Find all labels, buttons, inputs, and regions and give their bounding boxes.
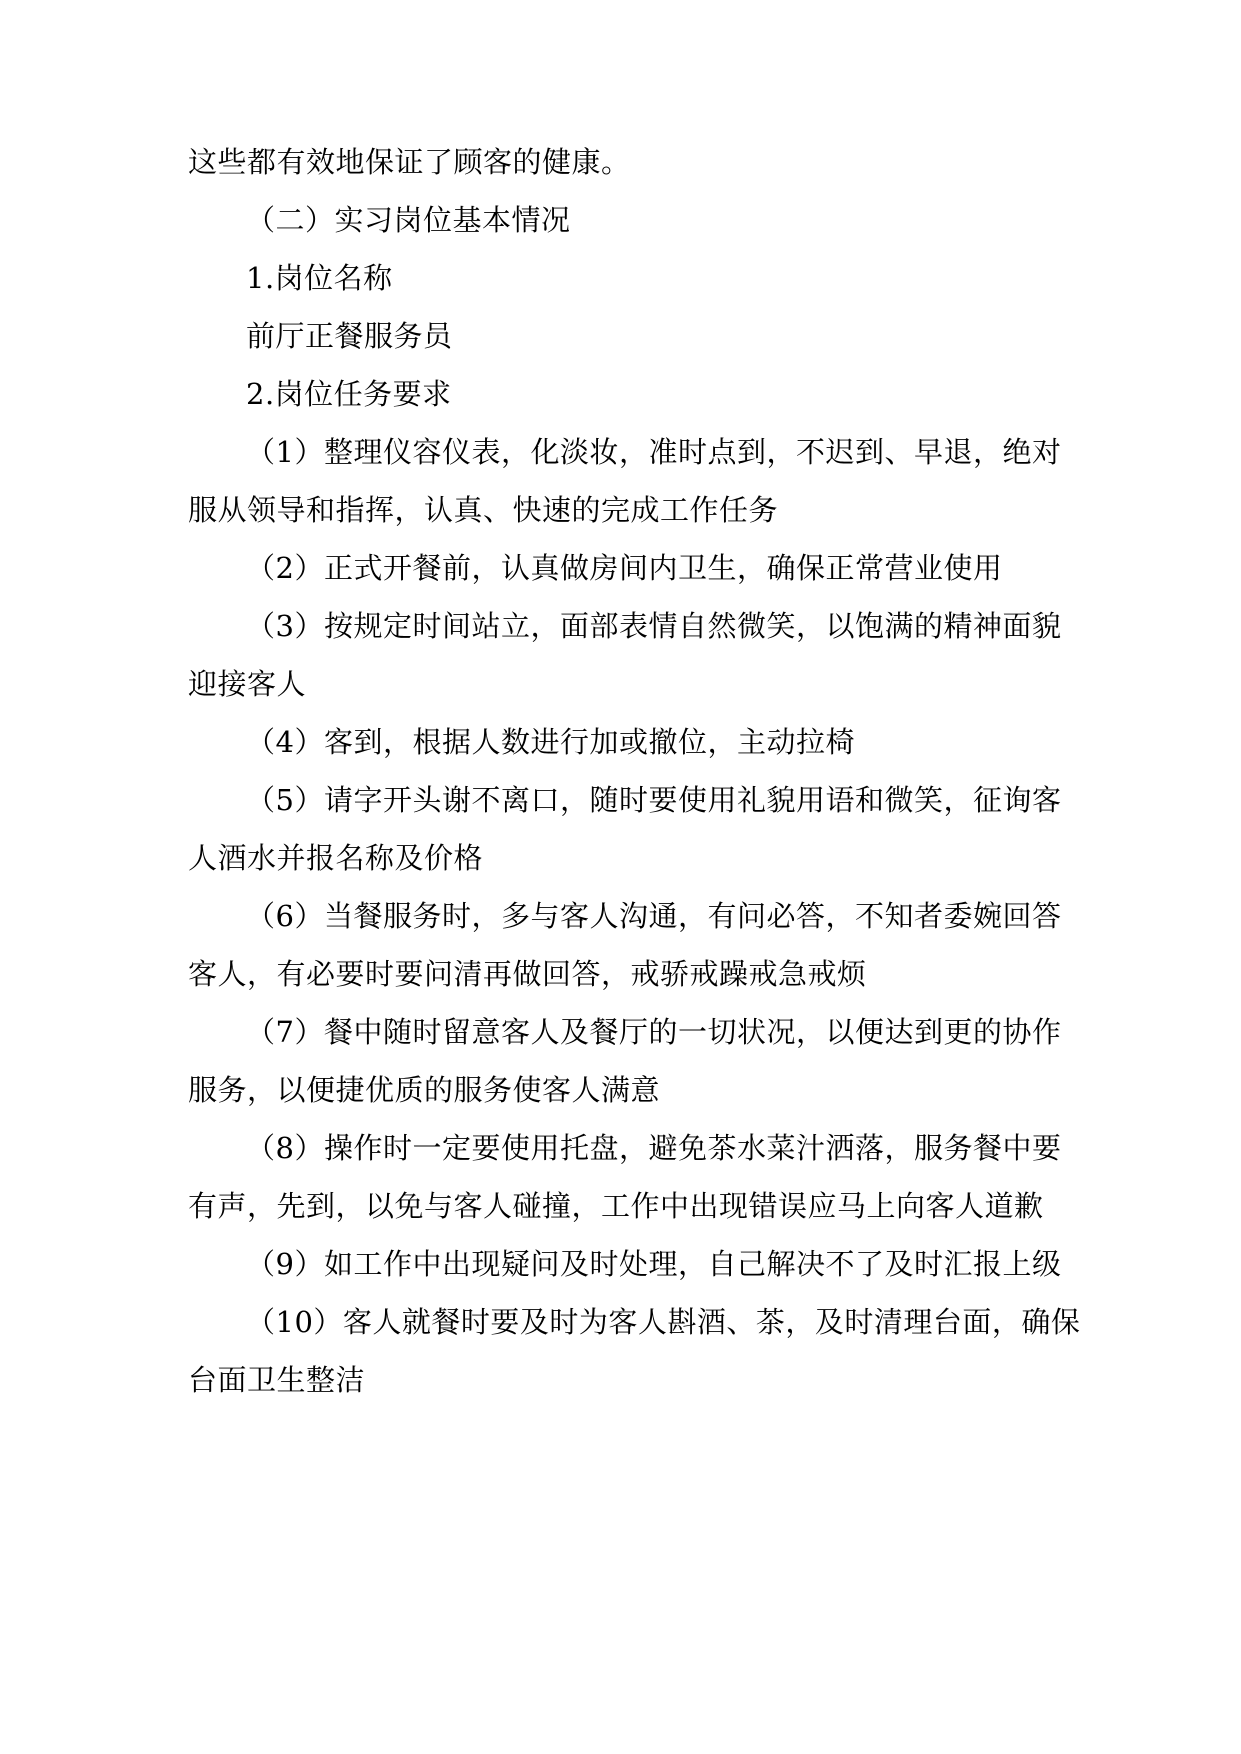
list-item-9 bbox=[246, 1244, 1062, 1284]
list-item-10-continuation: 台面卫生整洁 bbox=[188, 1363, 366, 1397]
list-item-3-continuation: 迎接客人 bbox=[188, 667, 307, 701]
position-name-value: 前厅正餐服务员 bbox=[246, 319, 453, 353]
list-item-2 bbox=[246, 548, 1003, 588]
paragraph-health-closing: 这些都有效地保证了顾客的健康。 bbox=[188, 145, 631, 179]
list-item-1 bbox=[246, 432, 1062, 472]
list-item-2-text: 正式开餐前，认真做房间内卫生，确保正常营业使用 bbox=[324, 551, 1003, 585]
list-item-9-marker: （9） bbox=[246, 1247, 324, 1281]
list-item-5 bbox=[246, 780, 1062, 820]
list-item-9-text: 如工作中出现疑问及时处理，自己解决不了及时汇报上级 bbox=[324, 1247, 1062, 1281]
list-item-8-continuation: 有声，先到，以免与客人碰撞，工作中出现错误应马上向客人道歉 bbox=[188, 1189, 1044, 1223]
list-item-10: （10）客人就餐时要及时为客人斟酒、茶，及时清理台面，确保 bbox=[246, 1305, 1081, 1339]
list-item-1-marker: （1） bbox=[246, 435, 324, 469]
list-item-8: （8）操作时一定要使用托盘，避免茶水菜汁洒落，服务餐中要 bbox=[246, 1131, 1062, 1165]
list-item-5-text: 请字开头谢不离口，随时要使用礼貌用语和微笑，征询客 bbox=[324, 783, 1062, 817]
list-item-2-marker: （2） bbox=[246, 551, 324, 585]
list-item-6-continuation: 客人，有必要时要问清再做回答，戒骄戒躁戒急戒烦 bbox=[188, 957, 867, 991]
list-item-6 bbox=[246, 896, 1062, 936]
list-item-3-text: 按规定时间站立，面部表情自然微笑，以饱满的精神面貌 bbox=[324, 609, 1062, 643]
list-item-6-marker: （6） bbox=[246, 899, 324, 933]
list-item-5-continuation: 人酒水并报名称及价格 bbox=[188, 841, 484, 875]
list-item-7-continuation: 服务，以便捷优质的服务使客人满意 bbox=[188, 1073, 661, 1107]
list-item-4-text: 客到，根据人数进行加或撤位，主动拉椅 bbox=[324, 725, 856, 759]
list-item-1-continuation: 服从领导和指挥，认真、快速的完成工作任务 bbox=[188, 493, 779, 527]
list-item-4 bbox=[246, 722, 855, 762]
list-item-3-marker: （3） bbox=[246, 609, 324, 643]
list-item-5-marker: （5） bbox=[246, 783, 324, 817]
list-item-4-marker: （4） bbox=[246, 725, 324, 759]
subheading-task-requirements: 2.岗位任务要求 bbox=[246, 377, 452, 411]
subheading-position-name: 1.岗位名称 bbox=[246, 261, 393, 295]
list-item-3 bbox=[246, 606, 1062, 646]
list-item-6-text: 当餐服务时，多与客人沟通，有问必答，不知者委婉回答 bbox=[324, 899, 1062, 933]
list-item-7: （7）餐中随时留意客人及餐厅的一切状况，以便达到更的协作 bbox=[246, 1015, 1062, 1049]
list-item-1-text: 整理仪容仪表，化淡妆，准时点到，不迟到、早退，绝对 bbox=[324, 435, 1062, 469]
section-heading-internship-position: （二）实习岗位基本情况 bbox=[246, 203, 571, 237]
